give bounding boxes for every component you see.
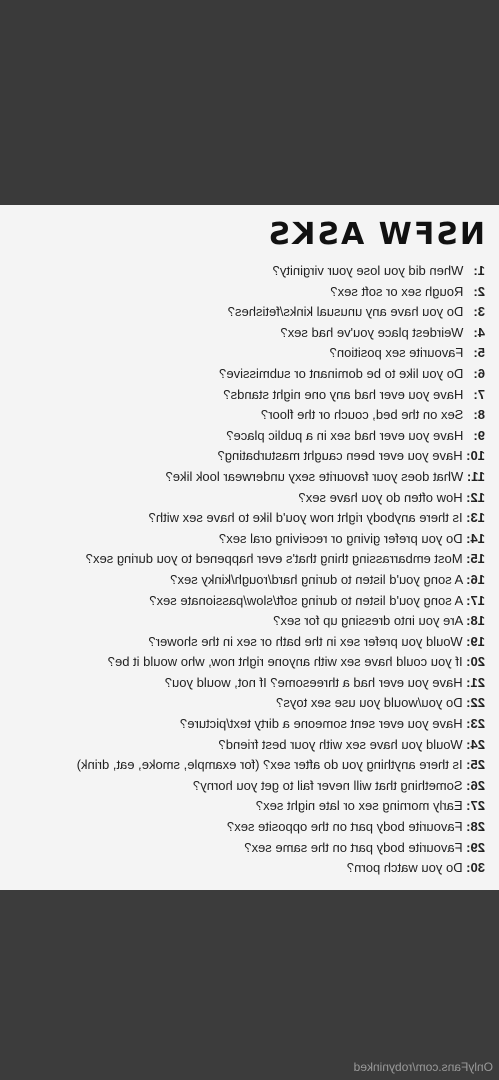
list-item	[5, 343, 485, 364]
question-text: A song you'd listen to during soft/slow/passionate sex?	[149, 592, 464, 608]
page-title: NSFW ASKS	[266, 217, 485, 252]
question-number: 24:	[466, 736, 485, 752]
question-number: 4:	[473, 324, 485, 340]
question-number: 20:	[466, 654, 485, 670]
list-item	[5, 529, 485, 550]
question-number: 13:	[466, 510, 485, 526]
list-item	[5, 488, 485, 509]
question-text: Weirdest place you've had sex?	[280, 324, 464, 340]
top-dark-band	[0, 0, 499, 205]
question-number: 22:	[466, 695, 485, 711]
list-item	[5, 426, 485, 447]
question-number: 17:	[466, 592, 485, 608]
question-number: 16:	[466, 571, 485, 587]
list-item	[5, 364, 485, 385]
list-item	[5, 817, 485, 838]
list-item	[5, 591, 485, 612]
list-item	[5, 467, 485, 488]
question-number: 2:	[473, 283, 485, 299]
list-item	[5, 549, 485, 570]
list-item	[5, 611, 485, 632]
question-text: Have you ever had any one night stands?	[223, 386, 464, 402]
question-number: 3:	[473, 304, 485, 320]
question-text: Do you like to be dominant or submissive?	[219, 365, 464, 381]
question-text: Something that will never fail to get you horny?	[193, 777, 463, 793]
list-item	[5, 323, 485, 344]
question-number: 8:	[473, 407, 485, 423]
question-number: 9:	[473, 427, 485, 443]
list-item	[5, 632, 485, 653]
question-number: 28:	[466, 819, 485, 835]
question-number: 6:	[473, 365, 485, 381]
question-text: Do you/would you use sex toys?	[276, 695, 463, 711]
list-item	[5, 508, 485, 529]
question-text: Is there anything you do after sex? (for example, smoke, eat, drink)	[76, 757, 463, 773]
question-text: Favourite sex position?	[329, 345, 464, 361]
question-text: If you could have sex with anyone right now, who would it be?	[107, 654, 463, 670]
question-text: Have you ever sent someone a dirty text/picture?	[180, 716, 463, 732]
list-item	[5, 673, 485, 694]
question-text: Do you prefer giving or receiving oral sex?	[219, 530, 463, 546]
question-text: Do you have any unusual kinks/fetishes?	[227, 304, 464, 320]
question-number: 25:	[466, 757, 485, 773]
question-number: 12:	[466, 489, 485, 505]
list-item	[5, 385, 485, 406]
list-item	[5, 282, 485, 303]
list-item	[5, 302, 485, 323]
list-item	[5, 714, 485, 735]
question-number: 7:	[473, 386, 485, 402]
question-text: How often do you have sex?	[298, 489, 463, 505]
question-text: Favourite body part on the opposite sex?	[226, 819, 463, 835]
question-text: Have you ever been caught masturbating?	[217, 448, 463, 464]
question-text: What does your favourite sexy underwear look like?	[165, 468, 464, 484]
question-text: Have you ever had a threesome? If not, would you?	[164, 674, 463, 690]
question-text: Have you ever had sex in a public place?	[226, 427, 464, 443]
question-number: 30:	[466, 860, 485, 876]
list-item	[5, 858, 485, 879]
question-text: When did you lose your virginity?	[272, 263, 464, 278]
list-item	[5, 261, 485, 282]
question-number: 29:	[466, 839, 485, 855]
questions-card	[0, 205, 499, 890]
list-item	[5, 735, 485, 756]
question-number: 1:	[473, 263, 485, 278]
question-number: 15:	[466, 551, 485, 567]
watermark: OnlyFans.com/robyninked	[353, 1060, 493, 1074]
question-list	[5, 261, 485, 879]
question-text: Most embarrassing thing that's ever happened to you during sex?	[85, 551, 463, 567]
question-number: 23:	[466, 716, 485, 732]
question-number: 14:	[466, 530, 485, 546]
question-number: 19:	[466, 633, 485, 649]
question-text: A song you'd listen to during hard/rough/kinky sex?	[170, 571, 464, 587]
question-text: Is there anybody right now you'd like to have sex with?	[148, 510, 463, 526]
question-number: 21:	[466, 674, 485, 690]
list-item	[5, 693, 485, 714]
bottom-dark-band	[0, 890, 499, 1080]
list-item	[5, 776, 485, 797]
list-item	[5, 838, 485, 859]
question-number: 18:	[466, 613, 485, 629]
question-number: 5:	[473, 345, 485, 361]
question-number: 26:	[466, 777, 485, 793]
question-text: Rough sex or soft sex?	[330, 283, 464, 299]
question-text: Favourite body part on the same sex?	[244, 839, 463, 855]
list-item	[5, 570, 485, 591]
list-item	[5, 446, 485, 467]
question-number: 27:	[466, 798, 485, 814]
question-number: 10:	[466, 448, 485, 464]
list-item	[5, 796, 485, 817]
question-text: Would you have sex with your best friend?	[218, 736, 463, 752]
list-item	[5, 405, 485, 426]
question-text: Are you into dressing up for sex?	[273, 613, 464, 629]
question-text: Early morning sex or late night sex?	[255, 798, 463, 814]
question-text: Do you watch porn?	[346, 860, 463, 876]
list-item	[5, 755, 485, 776]
question-number: 11:	[466, 468, 485, 484]
question-text: Sex on the bed, couch or the floor?	[261, 407, 464, 423]
list-item	[5, 652, 485, 673]
question-text: Would you prefer sex in the bath or sex in the shower?	[148, 633, 463, 649]
mirrored-content	[0, 205, 499, 890]
